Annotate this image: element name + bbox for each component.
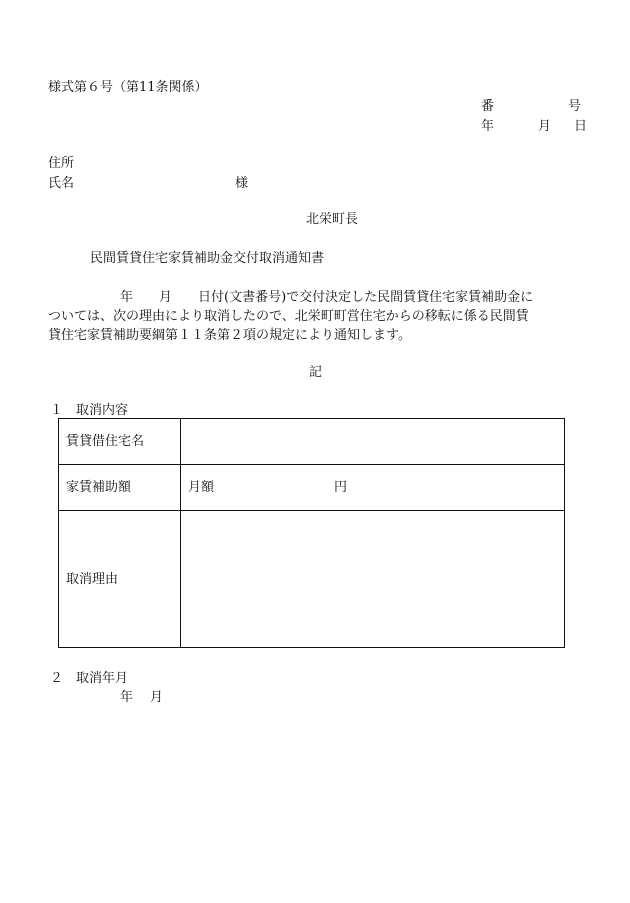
honorific: 様: [235, 176, 249, 191]
ki-marker: 記: [309, 365, 323, 380]
body-line-2: ついては、次の理由により取消したので、北栄町町営住宅からの移転に係る民間賃: [48, 309, 529, 324]
address-label: 住所: [48, 156, 75, 171]
date-year: 年: [481, 119, 495, 134]
section-1-heading: １ 取消内容: [50, 403, 129, 418]
property-name-value: [181, 419, 565, 465]
row-label-subsidy-amount: 家賃補助額: [59, 465, 181, 511]
date-month: 月: [538, 119, 552, 134]
cancellation-date: [120, 691, 163, 704]
row-label-property-name: 賃貸借住宅名: [59, 419, 181, 465]
sender: 北栄町長: [306, 212, 359, 227]
cancel-month: 月: [150, 690, 164, 705]
name-label: 氏名: [48, 176, 75, 191]
reason-value: [181, 511, 565, 648]
table-row: [59, 419, 565, 465]
table-row: [59, 465, 565, 511]
row-label-reason: 取消理由: [59, 511, 181, 648]
date-day: 日: [574, 119, 588, 134]
subsidy-amount-cell: [181, 465, 565, 511]
body-line-1: 年 月 日付(文書番号)で交付決定した民間賃貸住宅家賃補助金に: [120, 290, 534, 305]
table-row: [59, 511, 565, 648]
document-title: 民間賃貸住宅家賃補助金交付取消通知書: [90, 251, 325, 266]
number-label: 番: [481, 99, 495, 114]
body-line-3: 貸住宅家賃補助要綱第１１条第２項の規定により通知します。: [48, 328, 411, 343]
cancel-year: 年: [120, 690, 134, 705]
document-number-line: [481, 100, 581, 113]
monthly-prefix: 月額: [188, 480, 215, 495]
number-suffix: 号: [568, 99, 582, 114]
yen-suffix: 円: [334, 480, 348, 495]
cancellation-details-table: [58, 418, 565, 648]
section-2-heading: ２ 取消年月: [50, 671, 129, 686]
form-number: 様式第６号（第11条関係）: [48, 80, 208, 95]
issue-date-line: [481, 120, 587, 133]
